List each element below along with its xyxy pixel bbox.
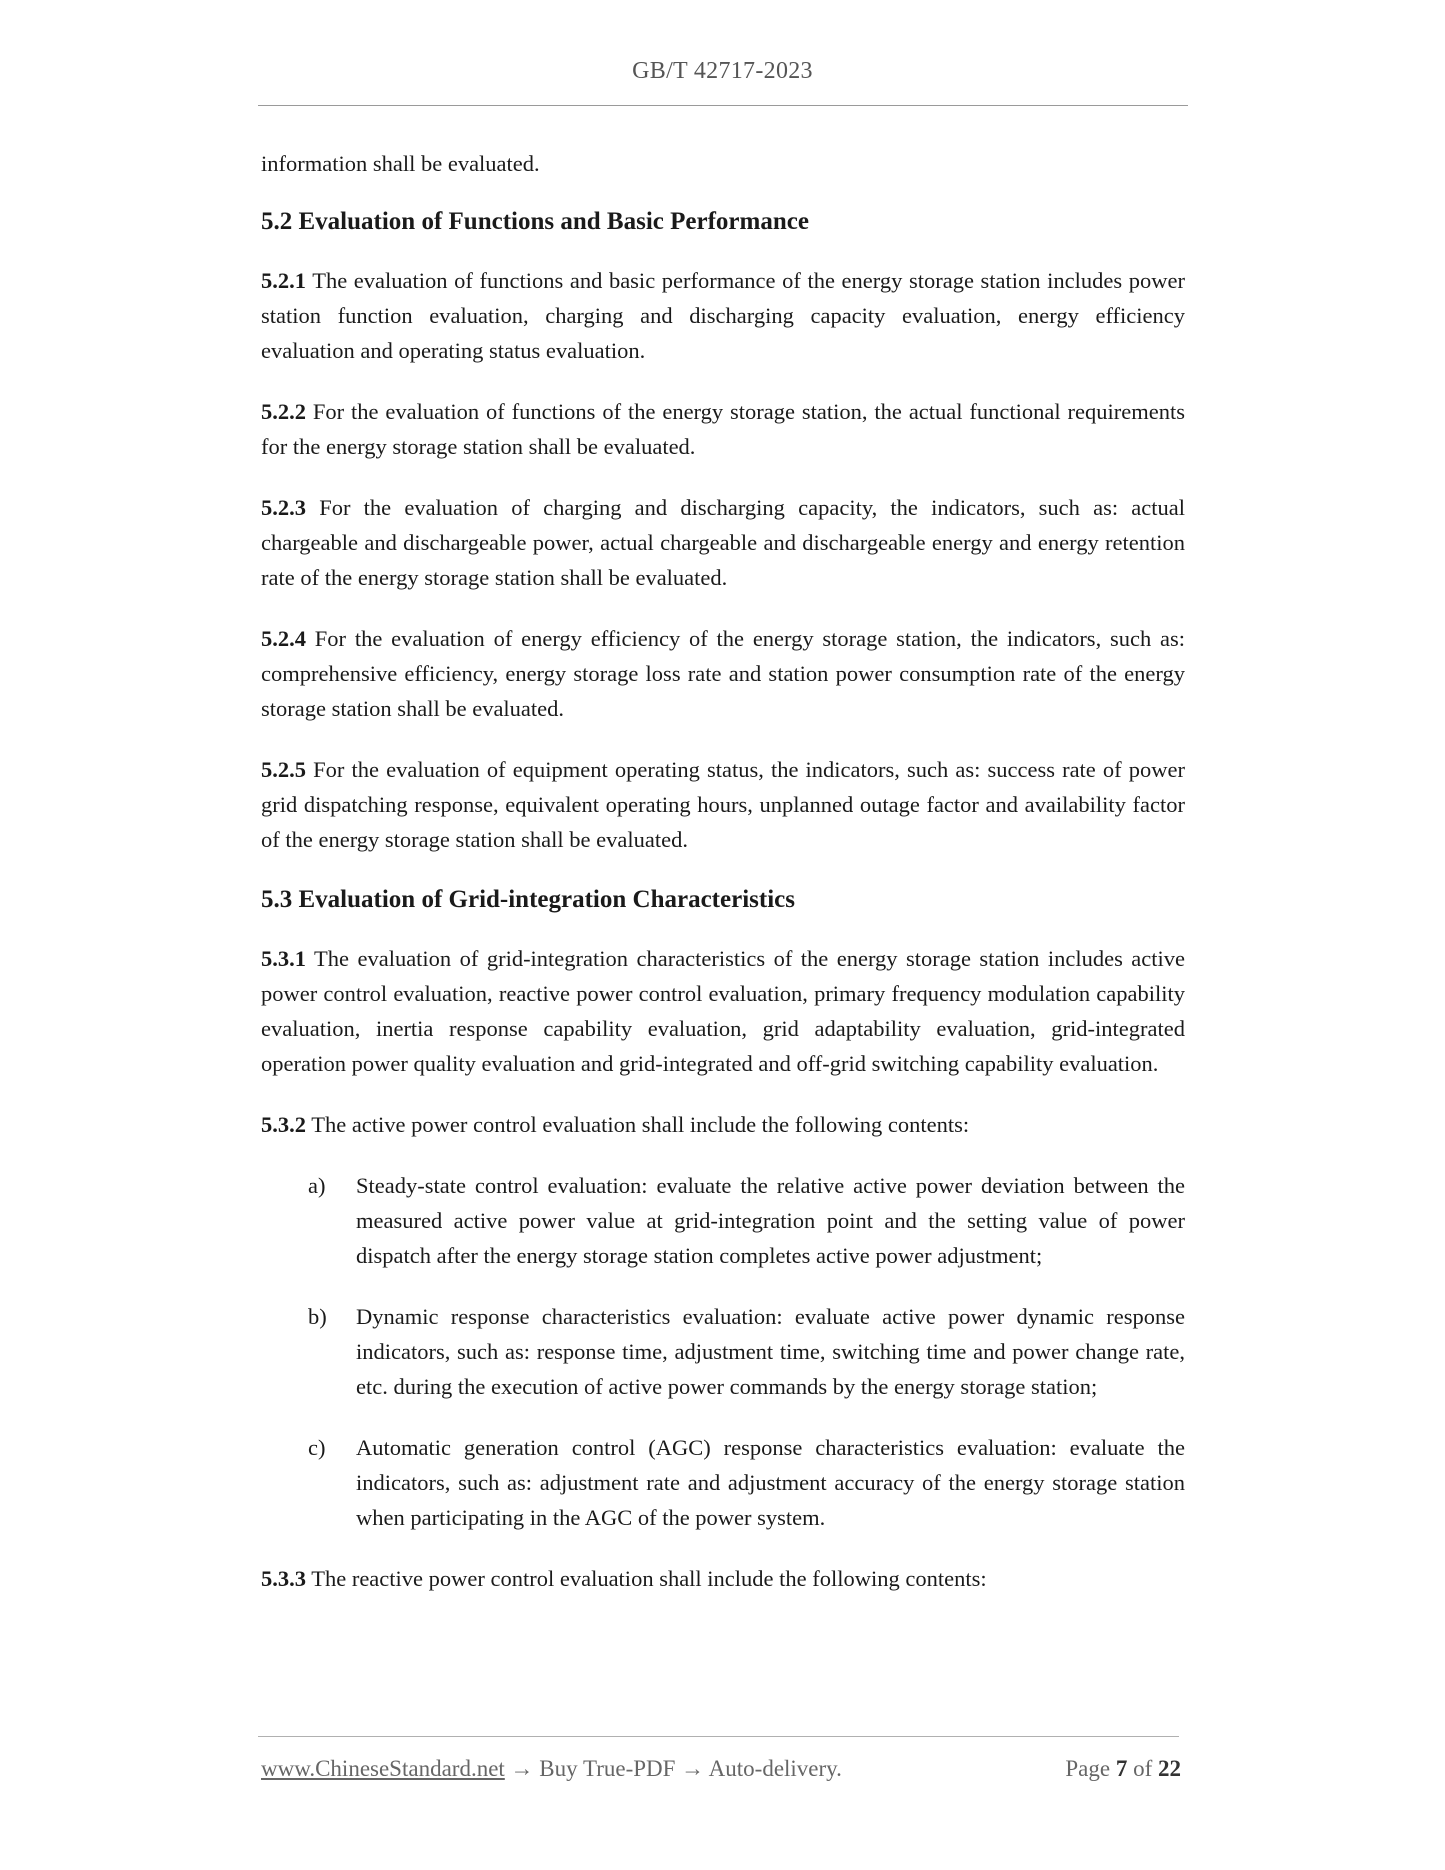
clause-text: For the evaluation of charging and discharging capacity, the indicators, such as: actual chargeable and dischargeable power, actual chargeable and dischargeable energy and energy retention rate of the energy storage station shall be evaluated. (261, 495, 1185, 590)
clause-number: 5.2.5 (261, 757, 306, 782)
clause-5-3-2 (261, 1107, 1185, 1142)
header-divider (258, 105, 1188, 106)
clause-5-2-2 (261, 394, 1185, 464)
page-indicator (1065, 1756, 1181, 1782)
clause-5-3-1 (261, 941, 1185, 1081)
clause-number: 5.3.3 (261, 1566, 306, 1591)
section-heading-5-3: 5.3 Evaluation of Grid-integration Characteristics (261, 886, 795, 913)
clause-5-2-3 (261, 490, 1185, 595)
clause-text: For the evaluation of functions of the energy storage station, the actual functional requirements for the energy storage station shall be evaluated. (261, 399, 1185, 459)
clause-5-2-4 (261, 621, 1185, 726)
clause-number: 5.2.1 (261, 268, 306, 293)
intro-paragraph: information shall be evaluated. (261, 151, 540, 176)
clause-number: 5.3.2 (261, 1112, 306, 1137)
clause-text: For the evaluation of equipment operating status, the indicators, such as: success rate of power grid dispatching response, equivalent operating hours, unplanned outage factor and availability factor of the energy storage station shall be evaluated. (261, 757, 1185, 852)
clause-text: The evaluation of grid-integration characteristics of the energy storage station includes active power control evaluation, reactive power control evaluation, primary frequency modulation capability evaluation, inertia response capability evaluation, grid adaptability evaluation, grid-integrated operation power quality evaluation and grid-integrated and off-grid switching capability evaluation. (261, 946, 1185, 1076)
clause-5-2-1 (261, 263, 1185, 368)
clause-number: 5.2.2 (261, 399, 306, 424)
clause-number: 5.2.3 (261, 495, 306, 520)
footer-divider (258, 1736, 1179, 1737)
list-item-text: Dynamic response characteristics evaluation: evaluate active power dynamic response indicators, such as: response time, adjustment time, switching time and power change rate, etc. during the execution of active power commands by the energy storage station; (356, 1304, 1185, 1399)
clause-number: 5.3.1 (261, 946, 306, 971)
clause-number: 5.2.4 (261, 626, 306, 651)
total-pages-number: 22 (1158, 1756, 1181, 1781)
list-item (261, 1299, 1185, 1404)
list-marker: a) (308, 1173, 326, 1198)
page-of-label: of (1133, 1756, 1153, 1781)
section-heading-5-2: 5.2 Evaluation of Functions and Basic Performance (261, 208, 809, 235)
current-page-number: 7 (1115, 1756, 1128, 1781)
page-label: Page (1065, 1756, 1111, 1781)
list-item-text: Steady-state control evaluation: evaluate the relative active power deviation between the measured active power value at grid-integration point and the setting value of power dispatch after the energy storage station completes active power adjustment; (356, 1173, 1185, 1268)
clause-text: The reactive power control evaluation shall include the following contents: (306, 1566, 987, 1591)
promo-text: → Buy True-PDF → Auto-delivery. (504, 1756, 842, 1781)
clause-5-2-5 (261, 752, 1185, 857)
clause-5-3-3 (261, 1561, 1185, 1596)
list-marker: c) (308, 1435, 326, 1460)
clause-text: The active power control evaluation shall include the following contents: (306, 1112, 970, 1137)
clause-text: The evaluation of functions and basic performance of the energy storage station includes power station function evaluation, charging and discharging capacity evaluation, energy efficiency evaluation and operating status evaluation. (261, 268, 1185, 363)
clause-text: For the evaluation of energy efficiency of the energy storage station, the indicators, such as: comprehensive efficiency, energy storage loss rate and station power consumption rate of the energy storage station shall be evaluated. (261, 626, 1185, 721)
document-body (261, 146, 1185, 1622)
list-item (261, 1168, 1185, 1273)
footer-promo (261, 1756, 842, 1782)
website-link[interactable]: www.ChineseStandard.net (261, 1756, 505, 1781)
list-item-text: Automatic generation control (AGC) response characteristics evaluation: evaluate the indicators, such as: adjustment rate and adjustment accuracy of the energy storage station when participating in the AGC of the power system. (356, 1435, 1185, 1530)
list-marker: b) (308, 1304, 327, 1329)
document-header-title: GB/T 42717-2023 (632, 58, 813, 84)
list-item (261, 1430, 1185, 1535)
